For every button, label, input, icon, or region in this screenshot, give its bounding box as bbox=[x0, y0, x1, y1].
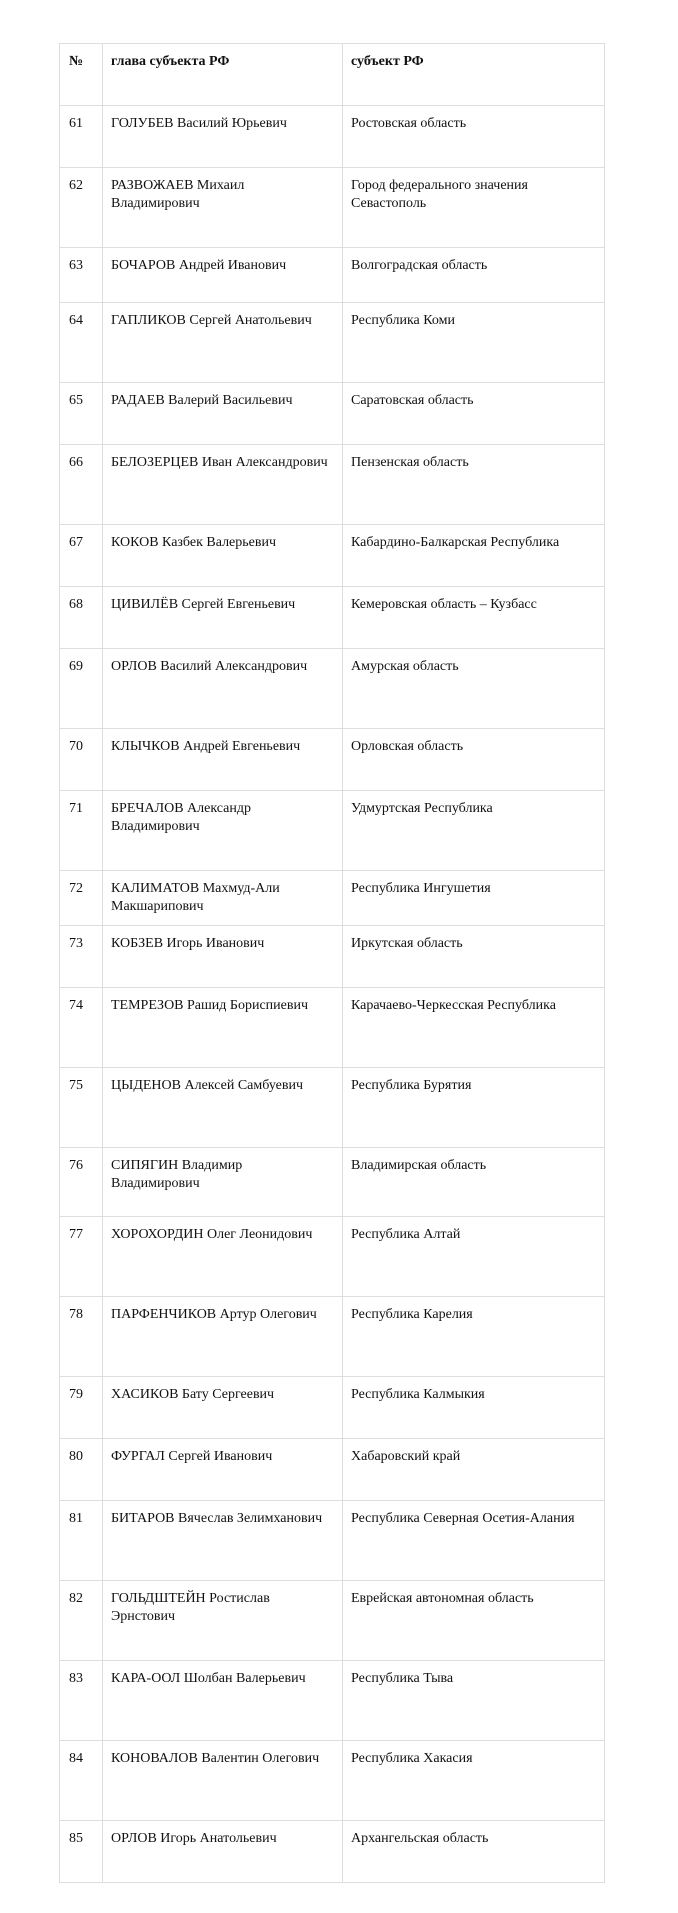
row-number: 74 bbox=[60, 988, 103, 1068]
row-head-name: РАЗВОЖАЕВ Михаил Владимирович bbox=[103, 168, 343, 248]
table-row bbox=[60, 1821, 605, 1883]
row-number: 82 bbox=[60, 1581, 103, 1661]
row-number: 76 bbox=[60, 1148, 103, 1217]
header-subject: субъект РФ bbox=[343, 44, 605, 106]
table-row bbox=[60, 303, 605, 383]
row-number: 68 bbox=[60, 587, 103, 649]
row-subject: Волгоградская область bbox=[343, 248, 605, 303]
row-subject: Республика Карелия bbox=[343, 1297, 605, 1377]
row-subject: Орловская область bbox=[343, 729, 605, 791]
row-subject: Владимирская область bbox=[343, 1148, 605, 1217]
row-subject: Хабаровский край bbox=[343, 1439, 605, 1501]
row-head-name: КАЛИМАТОВ Махмуд-Али Макшарипович bbox=[103, 871, 343, 926]
table-row bbox=[60, 106, 605, 168]
row-head-name: КОБЗЕВ Игорь Иванович bbox=[103, 926, 343, 988]
table-row bbox=[60, 445, 605, 525]
table-header-row bbox=[60, 44, 605, 106]
row-number: 73 bbox=[60, 926, 103, 988]
row-number: 81 bbox=[60, 1501, 103, 1581]
row-head-name: БЕЛОЗЕРЦЕВ Иван Александрович bbox=[103, 445, 343, 525]
row-head-name: КОНОВАЛОВ Валентин Олегович bbox=[103, 1741, 343, 1821]
row-head-name: ГОЛЬДШТЕЙН Ростислав Эрнстович bbox=[103, 1581, 343, 1661]
table-row bbox=[60, 729, 605, 791]
row-head-name: ПАРФЕНЧИКОВ Артур Олегович bbox=[103, 1297, 343, 1377]
table-row bbox=[60, 168, 605, 248]
row-head-name: КОКОВ Казбек Валерьевич bbox=[103, 525, 343, 587]
row-head-name: ГОЛУБЕВ Василий Юрьевич bbox=[103, 106, 343, 168]
row-subject: Ростовская область bbox=[343, 106, 605, 168]
row-subject: Республика Хакасия bbox=[343, 1741, 605, 1821]
row-subject: Республика Ингушетия bbox=[343, 871, 605, 926]
row-head-name: ОРЛОВ Василий Александрович bbox=[103, 649, 343, 729]
row-number: 62 bbox=[60, 168, 103, 248]
row-number: 71 bbox=[60, 791, 103, 871]
table-body bbox=[60, 44, 605, 1883]
row-subject: Архангельская область bbox=[343, 1821, 605, 1883]
row-head-name: КАРА-ООЛ Шолбан Валерьевич bbox=[103, 1661, 343, 1741]
row-number: 78 bbox=[60, 1297, 103, 1377]
row-number: 69 bbox=[60, 649, 103, 729]
header-number: № bbox=[60, 44, 103, 106]
row-head-name: СИПЯГИН Владимир Владимирович bbox=[103, 1148, 343, 1217]
row-number: 64 bbox=[60, 303, 103, 383]
row-subject: Еврейская автономная область bbox=[343, 1581, 605, 1661]
table-row bbox=[60, 525, 605, 587]
row-number: 61 bbox=[60, 106, 103, 168]
row-head-name: РАДАЕВ Валерий Васильевич bbox=[103, 383, 343, 445]
row-number: 84 bbox=[60, 1741, 103, 1821]
row-subject: Республика Тыва bbox=[343, 1661, 605, 1741]
row-subject: Республика Алтай bbox=[343, 1217, 605, 1297]
row-head-name: ТЕМРЕЗОВ Рашид Бориспиевич bbox=[103, 988, 343, 1068]
table-row bbox=[60, 926, 605, 988]
row-subject: Пензенская область bbox=[343, 445, 605, 525]
row-head-name: ХОРОХОРДИН Олег Леонидович bbox=[103, 1217, 343, 1297]
table-row bbox=[60, 1297, 605, 1377]
row-subject: Саратовская область bbox=[343, 383, 605, 445]
table-row bbox=[60, 1581, 605, 1661]
row-head-name: БОЧАРОВ Андрей Иванович bbox=[103, 248, 343, 303]
row-number: 77 bbox=[60, 1217, 103, 1297]
row-number: 66 bbox=[60, 445, 103, 525]
header-head: глава субъекта РФ bbox=[103, 44, 343, 106]
row-number: 85 bbox=[60, 1821, 103, 1883]
row-head-name: ФУРГАЛ Сергей Иванович bbox=[103, 1439, 343, 1501]
row-head-name: БРЕЧАЛОВ Александр Владимирович bbox=[103, 791, 343, 871]
table-row bbox=[60, 248, 605, 303]
row-number: 70 bbox=[60, 729, 103, 791]
table-row bbox=[60, 988, 605, 1068]
row-subject: Республика Калмыкия bbox=[343, 1377, 605, 1439]
row-head-name: ГАПЛИКОВ Сергей Анатольевич bbox=[103, 303, 343, 383]
row-number: 75 bbox=[60, 1068, 103, 1148]
row-head-name: ОРЛОВ Игорь Анатольевич bbox=[103, 1821, 343, 1883]
row-head-name: ХАСИКОВ Бату Сергеевич bbox=[103, 1377, 343, 1439]
row-subject: Кемеровская область – Кузбасс bbox=[343, 587, 605, 649]
row-subject: Кабардино-Балкарская Республика bbox=[343, 525, 605, 587]
table-row bbox=[60, 1377, 605, 1439]
row-subject: Город федерального значения Севастополь bbox=[343, 168, 605, 248]
row-number: 83 bbox=[60, 1661, 103, 1741]
row-head-name: ЦЫДЕНОВ Алексей Самбуевич bbox=[103, 1068, 343, 1148]
row-subject: Иркутская область bbox=[343, 926, 605, 988]
row-head-name: БИТАРОВ Вячеслав Зелимханович bbox=[103, 1501, 343, 1581]
row-head-name: ЦИВИЛЁВ Сергей Евгеньевич bbox=[103, 587, 343, 649]
row-number: 72 bbox=[60, 871, 103, 926]
row-head-name: КЛЫЧКОВ Андрей Евгеньевич bbox=[103, 729, 343, 791]
row-subject: Республика Бурятия bbox=[343, 1068, 605, 1148]
table-row bbox=[60, 791, 605, 871]
row-subject: Карачаево-Черкесская Республика bbox=[343, 988, 605, 1068]
table-row bbox=[60, 871, 605, 926]
table-row bbox=[60, 1741, 605, 1821]
row-number: 80 bbox=[60, 1439, 103, 1501]
row-subject: Удмуртская Республика bbox=[343, 791, 605, 871]
table-row bbox=[60, 1068, 605, 1148]
table-row bbox=[60, 383, 605, 445]
table-row bbox=[60, 1148, 605, 1217]
table-row bbox=[60, 649, 605, 729]
governors-table bbox=[59, 43, 605, 1883]
table-row bbox=[60, 587, 605, 649]
table-row bbox=[60, 1501, 605, 1581]
row-number: 67 bbox=[60, 525, 103, 587]
row-number: 65 bbox=[60, 383, 103, 445]
row-subject: Республика Коми bbox=[343, 303, 605, 383]
row-subject: Амурская область bbox=[343, 649, 605, 729]
row-number: 79 bbox=[60, 1377, 103, 1439]
row-number: 63 bbox=[60, 248, 103, 303]
table-row bbox=[60, 1439, 605, 1501]
row-subject: Республика Северная Осетия-Алания bbox=[343, 1501, 605, 1581]
table-row bbox=[60, 1661, 605, 1741]
table-row bbox=[60, 1217, 605, 1297]
